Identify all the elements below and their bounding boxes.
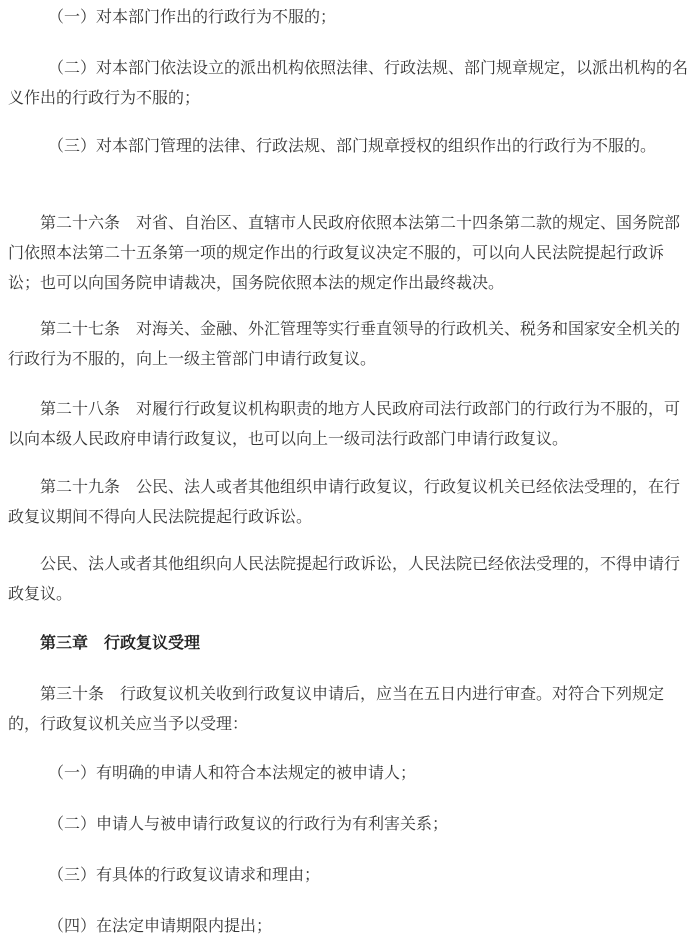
article-29-paragraph-2: 公民、法人或者其他组织向人民法院提起行政诉讼，人民法院已经依法受理的，不得申请行政复议。 [8,554,681,603]
paragraph-item-6: （三）有具体的行政复议请求和理由； [48,865,321,884]
paragraph-item-5: （二）申请人与被申请行政复议的行政行为有利害关系； [48,814,449,833]
article-26: 第二十六条 对省、自治区、直辖市人民政府依照本法第二十四条第二款的规定、国务院部门依照本法第二十五条第一项的规定作出的行政复议决定不服的，可以向人民法院提起行政诉讼；也可以向国务院申请裁决，国务院依照本法的规定作出最终裁决。 [8,213,681,292]
article-27: 第二十七条 对海关、金融、外汇管理等实行垂直领导的行政机关、税务和国家安全机关的行政行为不服的，向上一级主管部门申请行政复议。 [8,319,681,368]
paragraph-item-2: （二）对本部门依法设立的派出机构依照法律、行政法规、部门规章规定，以派出机构的名义作出的行政行为不服的； [8,58,689,107]
paragraph-item-3: （三）对本部门管理的法律、行政法规、部门规章授权的组织作出的行政行为不服的。 [48,136,657,155]
article-29: 第二十九条 公民、法人或者其他组织申请行政复议，行政复议机关已经依法受理的，在行政复议期间不得向人民法院提起行政诉讼。 [8,477,681,526]
paragraph-item-7: （四）在法定申请期限内提出； [48,916,273,935]
paragraph-item-4: （一）有明确的申请人和符合本法规定的被申请人； [48,763,417,782]
paragraph-item-1: （一）对本部门作出的行政行为不服的； [48,7,337,26]
chapter-heading: 第三章 行政复议受理 [40,633,201,652]
article-28: 第二十八条 对履行行政复议机构职责的地方人民政府司法行政部门的行政行为不服的，可以向本级人民政府申请行政复议，也可以向上一级司法行政部门申请行政复议。 [8,399,681,448]
article-30: 第三十条 行政复议机关收到行政复议申请后，应当在五日内进行审查。对符合下列规定的，行政复议机关应当予以受理： [8,684,665,733]
